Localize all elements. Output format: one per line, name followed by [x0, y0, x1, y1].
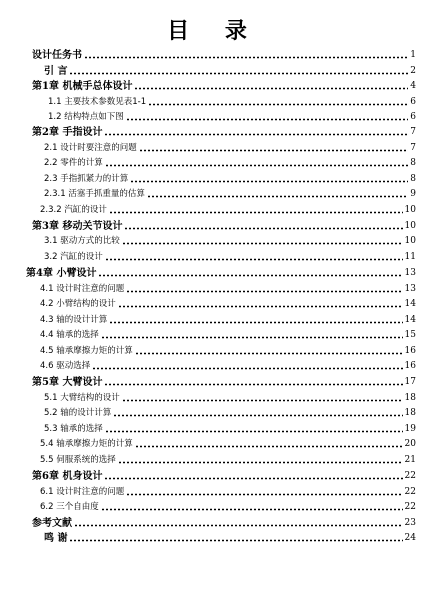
dot-leader [109, 321, 402, 324]
toc-page-number: 10 [404, 205, 416, 215]
toc-entry[interactable] [44, 423, 416, 436]
toc-page-number: 18 [404, 393, 416, 403]
toc-entry[interactable] [40, 454, 416, 467]
toc-page-number: 21 [404, 455, 416, 465]
dot-leader [104, 133, 408, 136]
toc-entry[interactable] [40, 360, 416, 373]
toc-entry-label: 第3章 移动关节设计 [32, 221, 123, 232]
dot-leader [109, 211, 403, 214]
toc-entry[interactable] [44, 188, 416, 201]
toc-page-number: 10 [404, 221, 416, 231]
toc-entry-label: 3.1 驱动方式的比较 [44, 236, 120, 246]
toc-entry-label: 2.3 手指抓紧力的计算 [44, 174, 129, 184]
toc-entry-label: 第1章 机械手总体设计 [32, 81, 133, 92]
dot-leader [74, 524, 403, 527]
toc-page-number: 7 [410, 127, 416, 137]
toc-entry[interactable] [32, 126, 416, 139]
dot-leader [118, 305, 403, 308]
toc-entry[interactable] [40, 345, 416, 358]
dot-leader [134, 87, 408, 90]
toc-entry-label: 2.3.2 汽缸的设计 [40, 205, 107, 215]
toc-entry-label: 6.1 设计时注意的问题 [40, 487, 125, 497]
dot-leader [69, 539, 402, 542]
dot-leader [105, 258, 403, 261]
toc-entry[interactable] [44, 392, 416, 405]
toc-page-number: 6 [410, 112, 416, 122]
toc-entry-label: 5.2 轴的设计计算 [44, 408, 112, 418]
toc-entry[interactable] [44, 157, 416, 170]
toc-entry[interactable] [32, 49, 416, 62]
toc-entry[interactable] [48, 111, 416, 124]
toc-entry-label: 5.1 大臂结构的设计 [44, 393, 120, 403]
toc-entry[interactable] [32, 376, 416, 389]
toc-entry[interactable] [40, 298, 416, 311]
dot-leader [122, 399, 403, 402]
toc-page-number: 22 [404, 471, 416, 481]
toc-entry-label: 鸣 谢 [44, 533, 68, 544]
toc-entry[interactable] [32, 470, 416, 483]
toc-entry[interactable] [40, 501, 416, 514]
toc-entry[interactable] [44, 407, 416, 420]
toc-page-number: 11 [404, 252, 416, 262]
dot-leader [139, 149, 409, 152]
dot-leader [101, 508, 403, 511]
toc-page-number: 6 [410, 97, 416, 107]
toc-entry-label: 6.2 三个自由度 [40, 502, 99, 512]
toc-entry-label: 4.5 轴承摩擦力矩的计算 [40, 346, 133, 356]
toc-entry-label: 1.1 主要技术参数见表1-1 [48, 97, 147, 107]
dot-leader [69, 72, 408, 75]
dot-leader [147, 195, 408, 198]
toc-page-number: 4 [410, 81, 416, 91]
dot-leader [126, 290, 402, 293]
dot-leader [105, 164, 409, 167]
toc-entry[interactable] [44, 532, 416, 545]
dot-leader [118, 461, 403, 464]
toc-page-number: 19 [404, 424, 416, 434]
toc-entry[interactable] [44, 142, 416, 155]
toc-entry[interactable] [32, 220, 416, 233]
dot-leader [104, 383, 402, 386]
dot-leader [101, 336, 403, 339]
toc-page-number: 1 [410, 50, 416, 60]
dot-leader [122, 242, 403, 245]
toc-entry-label: 第6章 机身设计 [32, 471, 103, 482]
toc-entry[interactable] [40, 314, 416, 327]
toc-entry[interactable] [32, 517, 416, 530]
dot-leader [135, 445, 403, 448]
toc-page-number: 2 [410, 66, 416, 76]
toc-entry-label: 第2章 手指设计 [32, 127, 103, 138]
toc-page-number: 15 [404, 330, 416, 340]
toc-page-number: 10 [404, 236, 416, 246]
dot-leader [113, 414, 402, 417]
toc-entry-label: 5.3 轴承的选择 [44, 424, 103, 434]
toc-entry[interactable] [40, 283, 416, 296]
toc-page-number: 22 [404, 502, 416, 512]
toc-entry[interactable] [32, 80, 416, 93]
toc-entry-label: 4.2 小臂结构的设计 [40, 299, 116, 309]
toc-entry-label: 第5章 大臂设计 [32, 377, 103, 388]
toc-entry-label: 参考文献 [32, 518, 72, 529]
toc-entry-label: 5.5 伺服系统的选择 [40, 455, 116, 465]
toc-page-number: 18 [404, 408, 416, 418]
toc-entry-label: 4.6 驱动选择 [40, 361, 91, 371]
dot-leader [124, 227, 402, 230]
toc-page-number: 16 [404, 346, 416, 356]
toc-page-number: 20 [404, 439, 416, 449]
toc-entry-label: 4.1 设计时注意的问题 [40, 284, 125, 294]
dot-leader [105, 430, 403, 433]
toc-page-number: 8 [410, 174, 416, 184]
toc-entry[interactable] [48, 96, 416, 109]
toc-page-number: 22 [404, 487, 416, 497]
toc-entry[interactable] [44, 65, 416, 78]
dot-leader [98, 274, 402, 277]
toc-page-number: 7 [410, 143, 416, 153]
toc-page-number: 16 [404, 361, 416, 371]
dot-leader [84, 56, 408, 59]
toc-entry[interactable] [44, 251, 416, 264]
toc-entry-label: 引 言 [44, 66, 68, 77]
dot-leader [126, 118, 409, 121]
toc-entry-label: 2.1 设计时要注意的问题 [44, 143, 137, 153]
toc-entry-label: 4.3 轴的设计计算 [40, 315, 108, 325]
toc-entry[interactable] [40, 486, 416, 499]
dot-leader [130, 180, 408, 183]
toc-entry[interactable] [44, 235, 416, 248]
dot-leader [148, 103, 408, 106]
toc-page-number: 24 [404, 533, 416, 543]
page-title: 目 录 [167, 18, 261, 44]
toc-entry-label: 1.2 结构特点如下图 [48, 112, 124, 122]
toc-entry[interactable] [40, 204, 416, 217]
toc-page-number: 13 [404, 268, 416, 278]
toc-entry-label: 4.4 轴承的选择 [40, 330, 99, 340]
dot-leader [135, 352, 403, 355]
toc-entry[interactable] [40, 438, 416, 451]
toc-page-number: 23 [404, 518, 416, 528]
dot-leader [104, 477, 402, 480]
toc-page-number: 17 [404, 377, 416, 387]
toc-page-number: 13 [404, 284, 416, 294]
toc-entry-label: 3.2 汽缸的设计 [44, 252, 103, 262]
dot-leader [92, 367, 402, 370]
toc-entry-label: 5.4 轴承摩擦力矩的计算 [40, 439, 133, 449]
toc-entry-label: 第4章 小臂设计 [26, 268, 97, 279]
toc-page-number: 8 [410, 158, 416, 168]
toc-page-number: 14 [404, 315, 416, 325]
toc-page-number: 9 [410, 189, 416, 199]
toc-entry-label: 2.3.1 活塞手抓重量的估算 [44, 189, 145, 199]
toc-entry[interactable] [44, 173, 416, 186]
dot-leader [126, 493, 402, 496]
toc-page-number: 14 [404, 299, 416, 309]
toc-entry-label: 2.2 零件的计算 [44, 158, 103, 168]
toc-entry[interactable] [26, 267, 416, 280]
toc-entry-label: 设计任务书 [32, 50, 82, 61]
toc-entry[interactable] [40, 329, 416, 342]
